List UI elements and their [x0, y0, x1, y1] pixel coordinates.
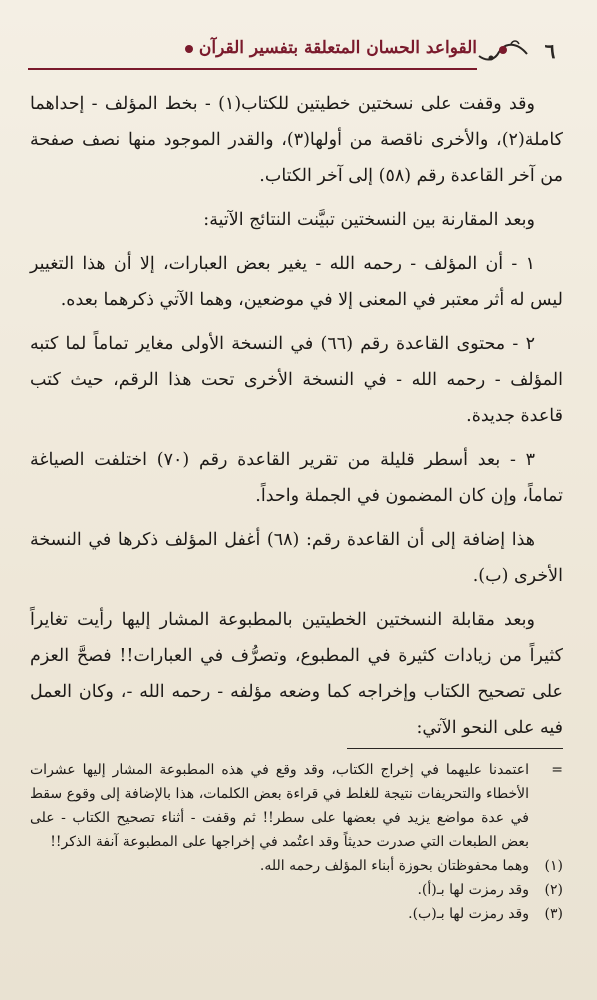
footnote-3	[30, 902, 563, 926]
running-title-text: القواعد الحسان المتعلقة بتفسير القرآن	[198, 38, 477, 58]
footnote-mark: (٢)	[544, 882, 563, 898]
page-header	[28, 28, 573, 74]
footnote-text: اعتمدنا عليهما في إخراج الكتاب، وقد وقع في هذه المطبوعة المشار إليها عشرات الأخطاء والتحريفات نتيجة للغلط في قراءة بعض الكلمات، هذا بالإضافة إلى وقوع سقط في عدة مواضع يزيد في بعضها على سطر!! ثم وقفت - أثناء تصحيح الكتاب - على بعض الطبعات التي صدرت حديثاً وقد اعتُمد في إخراجها على المطبوعة آنفة الذكر!!	[30, 762, 529, 850]
bullet-icon	[185, 45, 193, 53]
footnote-separator	[347, 748, 563, 749]
main-text	[30, 86, 563, 754]
footnote-continued	[30, 758, 563, 854]
footnote-mark: =	[551, 762, 563, 778]
list-item-2: ٢ - محتوى القاعدة رقم (٦٦) في النسخة الأولى مغاير تماماً لما كتبه المؤلف - رحمه الله - في النسخة الأخرى تحت هذا الرقم، حيث كتب قاعدة جديدة.	[30, 334, 563, 426]
flourish-ornament-icon	[477, 38, 529, 68]
footnote-text: وقد رمزت لها بـ(ب).	[408, 906, 529, 922]
footnote-text: وقد رمزت لها بـ(أ).	[417, 882, 529, 898]
paragraph-7: وبعد مقابلة النسختين الخطيتين بالمطبوعة المشار إليها رأيت تغايراً كثيراً من زيادات كثيرة في المطبوع، وتصرُّف في العبارات!! فصحَّ العزم على تصحيح الكتاب وإخراجه كما وضعه مؤلفه - رحمه الله -، وكان العمل فيه على النحو الآتي:	[30, 610, 563, 738]
header-rule	[28, 68, 477, 70]
paragraph-1: وقد وقفت على نسختين خطيتين للكتاب(١) - بخط المؤلف - إحداهما كاملة(٢)، والأخرى ناقصة من أولها(٣)، والقدر الموجود منها نصف صفحة من آخر القاعدة رقم (٥٨) إلى آخر الكتاب.	[30, 94, 563, 186]
footnote-mark: (١)	[544, 858, 563, 874]
paragraph-2: وبعد المقارنة بين النسختين تبيَّنت النتائج الآتية:	[203, 210, 535, 230]
footnotes	[30, 758, 563, 926]
footnote-1	[30, 854, 563, 878]
paragraph-6: هذا إضافة إلى أن القاعدة رقم: (٦٨) أغفل المؤلف ذكرها في النسخة الأخرى (ب).	[30, 530, 563, 586]
footnote-2	[30, 878, 563, 902]
list-item-1: ١ - أن المؤلف - رحمه الله - يغير بعض العبارات، إلا أن هذا التغيير ليس له أثر معتبر في المعنى إلا في موضعين، وهما الآتي ذكرهما بعده.	[30, 254, 563, 310]
running-title	[185, 38, 477, 58]
footnote-mark: (٣)	[544, 906, 563, 922]
list-item-3: ٣ - بعد أسطر قليلة من تقرير القاعدة رقم (٧٠) اختلفت الصياغة تماماً، وإن كان المضمون في الجملة واحداً.	[30, 450, 563, 506]
page-number: ٦	[544, 39, 556, 63]
footnote-text: وهما محفوظتان بحوزة أبناء المؤلف رحمه الله.	[259, 858, 529, 874]
